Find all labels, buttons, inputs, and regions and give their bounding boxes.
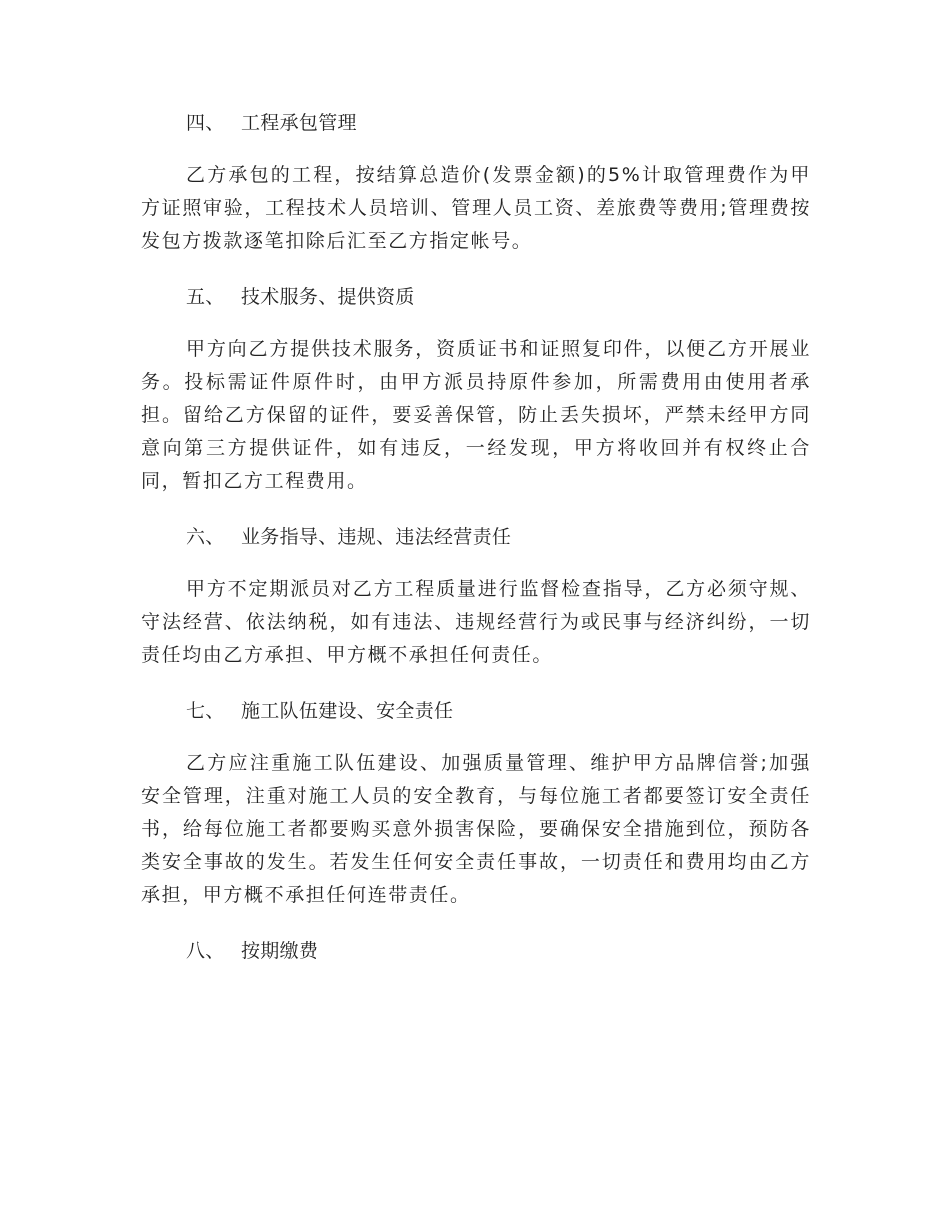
section-number: 四、 [186, 112, 225, 134]
section-heading-4 [141, 108, 811, 138]
document-body [141, 108, 811, 987]
section-heading-7 [141, 696, 811, 726]
section-number: 八、 [186, 940, 225, 962]
section-title: 按期缴费 [241, 940, 319, 962]
section-title: 技术服务、提供资质 [241, 286, 415, 308]
section-title: 工程承包管理 [241, 112, 357, 134]
section-heading-5 [141, 282, 811, 312]
section-title: 施工队伍建设、安全责任 [241, 700, 454, 722]
section-title: 业务指导、违规、违法经营责任 [241, 526, 512, 548]
section-heading-6 [141, 522, 811, 552]
section-paragraph-5: 甲方向乙方提供技术服务，资质证书和证照复印件，以便乙方开展业务。投标需证件原件时，由甲方派员持原件参加，所需费用由使用者承担。留给乙方保留的证件，要妥善保管，防止丢失损坏，严禁未经甲方同意向第三方提供证件，如有违反，一经发现，甲方将收回并有权终止合同，暂扣乙方工程费用。 [141, 338, 811, 492]
section-number: 五、 [186, 286, 225, 308]
section-paragraph-7: 乙方应注重施工队伍建设、加强质量管理、维护甲方品牌信誉;加强安全管理，注重对施工人员的安全教育，与每位施工者都要签订安全责任书，给每位施工者都要购买意外损害保险，要确保安全措施到位，预防各类安全事故的发生。若发生任何安全责任事故，一切责任和费用均由乙方承担，甲方概不承担任何连带责任。 [141, 752, 811, 906]
section-heading-8 [141, 936, 811, 966]
section-number: 七、 [186, 700, 225, 722]
section-paragraph-6: 甲方不定期派员对乙方工程质量进行监督检查指导，乙方必须守规、守法经营、依法纳税，如有违法、违规经营行为或民事与经济纠纷，一切责任均由乙方承担、甲方概不承担任何责任。 [141, 578, 811, 666]
section-paragraph-4: 乙方承包的工程，按结算总造价(发票金额)的5%计取管理费作为甲方证照审验，工程技术人员培训、管理人员工资、差旅费等费用;管理费按发包方拨款逐笔扣除后汇至乙方指定帐号。 [141, 164, 811, 252]
section-number: 六、 [186, 526, 225, 548]
